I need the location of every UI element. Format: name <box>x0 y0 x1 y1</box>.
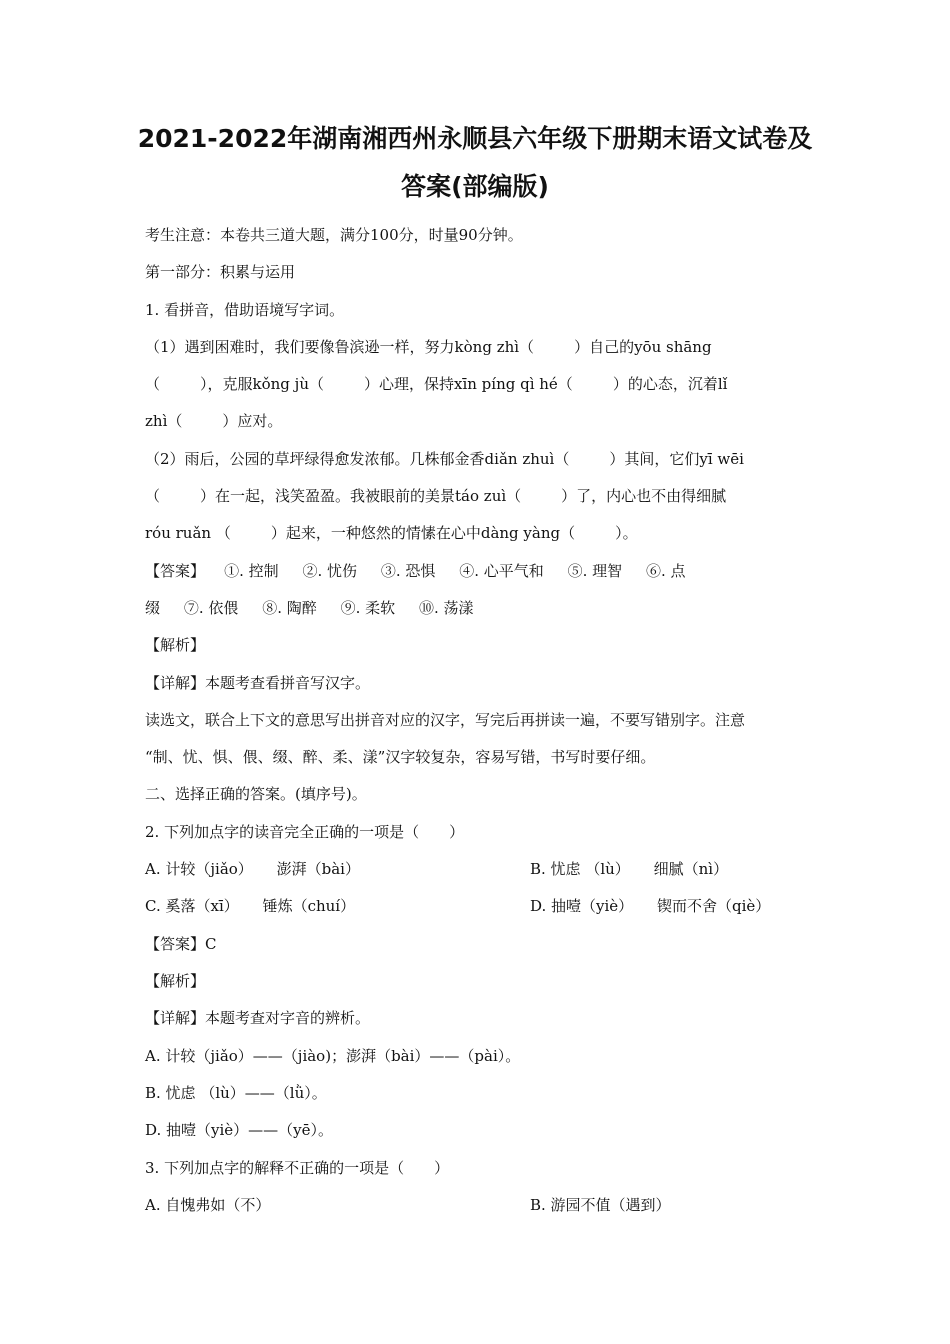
q2-option-a: A. 计较（jiǎo） 澎湃（bài） <box>145 860 360 878</box>
part1-heading: 第一部分：积累与运用 <box>145 263 296 281</box>
text-segment: （ <box>145 487 161 505</box>
q1-answer-row2: 缀 ⑦. 依偎 ⑧. 陶醉 ⑨. 柔软 ⑩. 荡漾 <box>145 599 474 617</box>
q1-s1-line2 <box>145 374 727 394</box>
q1-analysis-label: 【解析】 <box>145 636 206 654</box>
text-segment: ）心理，保持xīn píng qì hé（ <box>363 375 573 393</box>
q2-detail-a: A. 计较（jiǎo）——（jiào)；澎湃（bài）——（pài）。 <box>145 1047 521 1065</box>
text-segment: zhì（ <box>145 412 183 430</box>
q2-detail: 【详解】本题考查对字音的辨析。 <box>145 1009 371 1027</box>
text-segment: ）起来，一种悠然的情愫在心中dàng yàng（ <box>270 524 576 542</box>
q1-detail: 【详解】本题考查看拼音写汉字。 <box>145 674 371 692</box>
text-segment: （ <box>145 375 161 393</box>
text-segment: róu ruǎn （ <box>145 524 231 542</box>
q1-s2-line1 <box>145 449 744 469</box>
q2-option-d: D. 抽噎（yiè） 锲而不舍（qiè） <box>530 897 771 915</box>
q2-option-c: C. 奚落（xī） 锤炼（chuí） <box>145 897 356 915</box>
q1-s2-line3 <box>145 523 638 543</box>
q3-option-b: B. 游园不值（遇到） <box>530 1196 671 1214</box>
q2-option-b: B. 忧虑 （lù） 细腻（nì） <box>530 860 729 878</box>
q1-detail-para1: 读选文，联合上下文的意思写出拼音对应的汉字，写完后再拼读一遍，不要写错别字。注意 <box>145 711 746 729</box>
text-segment: ）自己的yōu shāng <box>574 338 712 356</box>
part2-heading: 二、选择正确的答案。(填序号)。 <box>145 785 367 803</box>
q3-option-a: A. 自愧弗如（不） <box>145 1196 271 1214</box>
text-segment: ）。 <box>615 524 638 542</box>
q1-stem: 1. 看拼音，借助语境写字词。 <box>145 301 345 319</box>
q1-s1-line3 <box>145 411 282 431</box>
q1-detail-para2: “制、忧、惧、偎、缀、醉、柔、漾”汉字较复杂，容易写错，书写时要仔细。 <box>145 748 656 766</box>
doc-title-line1: 2021-2022年湖南湘西州永顺县六年级下册期末语文试卷及 <box>137 124 813 153</box>
q2-analysis-label: 【解析】 <box>145 972 206 990</box>
text-segment: ）了，内心也不由得细腻 <box>561 487 727 505</box>
text-segment: ）在一起，浅笑盈盈。我被眼前的美景táo zuì（ <box>200 487 522 505</box>
text-segment: （2）雨后，公园的草坪绿得愈发浓郁。几株郁金香diǎn zhuì（ <box>145 450 570 468</box>
q3-stem: 3. 下列加点字的解释不正确的一项是（ ） <box>145 1159 450 1177</box>
q2-detail-d: D. 抽噎（yiè）——（yē）。 <box>145 1121 334 1139</box>
exam-notice: 考生注意：本卷共三道大题，满分100分，时量90分钟。 <box>145 226 523 244</box>
q2-detail-b: B. 忧虑 （lù）——（lǜ）。 <box>145 1084 327 1102</box>
text-segment: ），克服kǒng jù（ <box>200 375 324 393</box>
q2-stem: 2. 下列加点字的读音完全正确的一项是（ ） <box>145 823 465 841</box>
q2-answer: 【答案】C <box>145 935 217 953</box>
doc-title-line2: 答案(部编版) <box>401 172 549 201</box>
q1-s1-line1 <box>145 337 712 357</box>
text-segment: ）的心态，沉着lǐ <box>612 375 728 393</box>
q1-answer-row1: 【答案】 ①. 控制 ②. 忧伤 ③. 恐惧 ④. 心平气和 ⑤. 理智 ⑥. 点 <box>145 562 686 580</box>
text-segment: ）应对。 <box>222 412 283 430</box>
q1-s2-line2 <box>145 486 726 506</box>
text-segment: （1）遇到困难时，我们要像鲁滨逊一样，努力kòng zhì（ <box>145 338 535 356</box>
text-segment: ）其间，它们yī wēi <box>609 450 744 468</box>
